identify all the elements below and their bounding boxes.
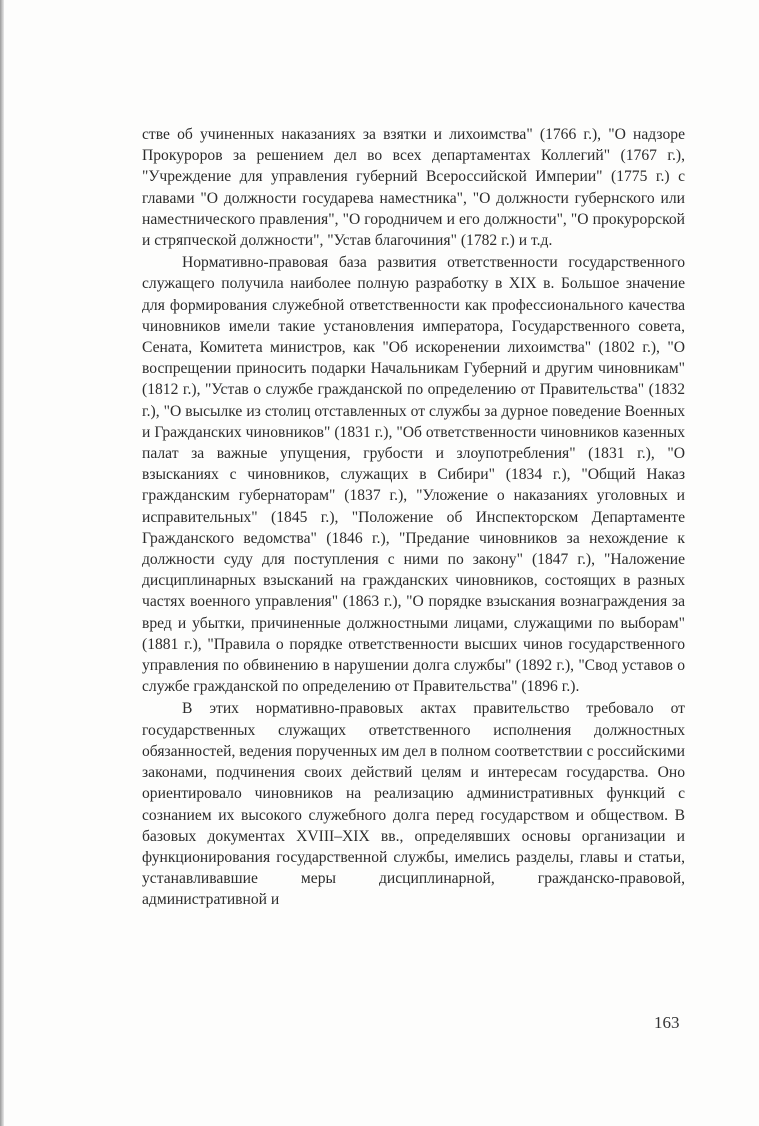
scan-edge: [0, 0, 4, 1126]
paragraph-legal-base: Нормативно-правовая база развития ответственности государственного служащего получила наиболее полную разработку в XIX в. Большое значение для формирования служебной ответственности как профессионального качества чиновников имели такие установления императора, Государственного совета, Сената, Комитета министров, как "Об искоренении лихоимства" (1802 г.), "О воспрещении приносить подарки Начальникам Губерний и другим чиновникам" (1812 г.), "Устав о службе гражданской по определению от Правительства" (1832 г.), "О высылке из столиц отставленных от службы за дурное поведение Военных и Гражданских чиновников" (1831 г.), "Об ответственности чиновников казенных палат за важные упущения, грубости и злоупотребления" (1831 г.), "О взысканиях с чиновников, служащих в Сибири" (1834 г.), "Общий Наказ гражданским губернаторам" (1837 г.), "Уложение о наказаниях уголовных и исправительных" (1845 г.), "Положение об Инспекторском Департаменте Гражданского ведомства" (1846 г.), "Предание чиновников за нехождение к должности суду для поступления с ними по закону" (1847 г.), "Наложение дисциплинарных взысканий на гражданских чиновников, состоящих в разных частях военного управления" (1863 г.), "О порядке взыскания вознаграждения за вред и убытки, причиненные должностными лицами, служащими по выборам" (1881 г.), "Правила о порядке ответственности высших чинов государственного управления по обвинению в нарушении долга службы" (1892 г.), "Свод уставов о службе гражданской по определению от Правительства" (1896 г.).: [142, 254, 685, 696]
paragraph-continuation: стве об учиненных наказаниях за взятки и лихоимства" (1766 г.), "О надзоре Прокуроров за решением дел во всех департаментах Коллегий" (1767 г.), "Учреждение для управления губерний Всероссийской Империи" (1775 г.) с главами "О должности государева наместника", "О должности губернского или наместнического правления", "О городничем и его должности", "О прокурорской и стряпческой должности", "Устав благочиния" (1782 г.) и т.д.: [142, 126, 685, 250]
body-text: [142, 124, 685, 911]
page-number: 163: [654, 1013, 680, 1032]
paragraph-government-requirements: В этих нормативно-правовых актах правительство требовало от государственных служащих ответственного исполнения должностных обязанностей, ведения порученных им дел в полном соответствии с российскими законами, подчинения своих действий целям и интересам государства. Оно ориентировало чиновников на реализацию административных функций с сознанием их высокого служебного долга перед государством и обществом. В базовых документах XVIII–XIX вв., определявших основы организации и функционирования государственной службы, имелись разделы, главы и статьи, устанавливавшие меры дисциплинарной, гражданско-правовой, административной и: [142, 700, 685, 909]
